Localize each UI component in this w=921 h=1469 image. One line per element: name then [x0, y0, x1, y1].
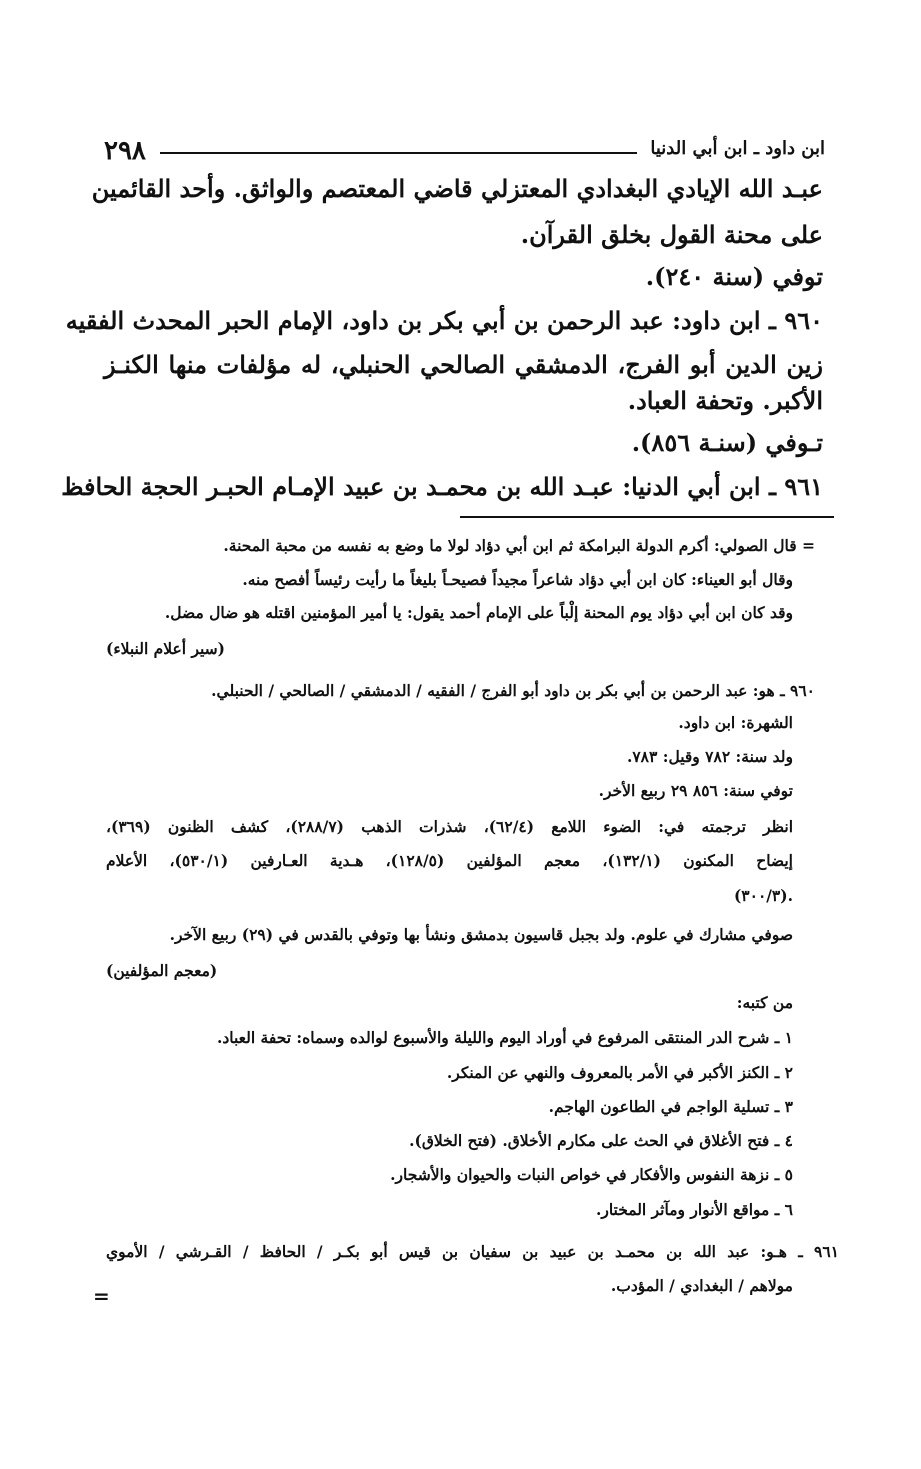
footnote-entry-960: ٩٦٠ ـ هو: عبد الرحمن بن أبي بكر بن داود أبو الفرج / الفقيه / الدمشقي / الصالحي / الحنبلي.: [211, 681, 815, 700]
main-text-line: زين الدين أبو الفرج، الدمشقي الصالحي الحنبلي، له مؤلفات منها الكنـز: [104, 350, 823, 379]
footnote-line: (٣٠٠/٣).: [733, 886, 793, 905]
main-text-line: تـوفي (سنـة ٨٥٦).: [631, 428, 823, 457]
header-rule: [160, 152, 637, 154]
entry-961-heading: ٩٦١ ـ ابن أبي الدنيا: عبـد الله بن محمـد بن عبيد الإمـام الحبـر الحجة الحافظ: [61, 472, 823, 501]
main-text-line: على محنة القول بخلق القرآن.: [520, 220, 823, 249]
footnote-line: وقال أبو العيناء: كان ابن أبي دؤاد شاعراً مجيداً فصيحـاً بليغاً ما رأيت رئيساً أفصح منه.: [242, 570, 793, 589]
book-list-item: ٤ ـ فتح الأغلاق في الحث على مكارم الأخلاق. (فتح الخلاق).: [409, 1131, 793, 1150]
footnote-line: صوفي مشارك في علوم. ولد بجبل قاسيون بدمشق ونشأ بها وتوفي بالقدس في (٢٩) ربيع الآخر.: [169, 925, 793, 944]
footnote-line: إيضاح المكنون (١٣٢/١)، معجم المؤلفين (١٢٨/٥)، هـدية العـارفين (٥٣٠/١)، الأعلام: [106, 851, 793, 870]
footnote-entry-961: ٩٦١ ـ هـو: عبد الله بن محمـد بن عبيد بن سفيان بن قيس أبو بكـر / الحافظ / القـرشي / الأموي: [106, 1242, 839, 1261]
footnote-separator: [460, 516, 834, 518]
book-list-item: ٢ ـ الكنز الأكبر في الأمر بالمعروف والنهي عن المنكر.: [446, 1063, 793, 1082]
running-title: ابن داود ـ ابن أبي الدنيا: [650, 138, 825, 159]
footnote-line: من كتبه:: [736, 993, 793, 1012]
footnote-line: مولاهم / البغدادي / المؤدب.: [610, 1276, 793, 1295]
footnote-line: توفي سنة: ٨٥٦ ٢٩ ربيع الأخر.: [598, 781, 793, 800]
footnote-line: وقد كان ابن أبي دؤاد يوم المحنة إلْباً على الإمام أحمد يقول: يا أمير المؤمنين اقتله هو ضال مضل.: [164, 603, 793, 622]
book-list-item: ١ ـ شرح الدر المنتقى المرفوع في أوراد اليوم والليلة والأسبوع لوالده وسماه: تحفة العباد.: [216, 1028, 793, 1047]
book-list-item: ٥ ـ نزهة النفوس والأفكار في خواص النبات والحيوان والأشجار.: [390, 1165, 793, 1184]
footnote-line: الشهرة: ابن داود.: [678, 713, 793, 732]
main-text-line: الأكبر. وتحفة العباد.: [627, 386, 823, 415]
continuation-mark: =: [93, 1284, 110, 1308]
entry-960-heading: ٩٦٠ ـ ابن داود: عبد الرحمن بن أبي بكر بن داود، الإمام الحبر المحدث الفقيه: [65, 306, 823, 335]
main-text-line: عبـد الله الإيادي البغدادي المعتزلي قاضي المعتصم والواثق. وأحد القائمين: [91, 174, 823, 203]
footnote-source: (معجم المؤلفين): [106, 961, 218, 980]
footnote-line: ولد سنة: ٧٨٢ وقيل: ٧٨٣.: [626, 747, 793, 766]
footnote-line: = قال الصولي: أكرم الدولة البرامكة ثم ابن أبي دؤاد لولا ما وضع به نفسه من محبة المحنة.: [223, 536, 815, 555]
page-number: ٢٩٨: [104, 136, 146, 166]
book-list-item: ٣ ـ تسلية الواجم في الطاعون الهاجم.: [548, 1097, 793, 1116]
footnote-source: (سير أعلام النبلاء): [106, 639, 225, 658]
main-text-line: توفي (سنة ٢٤٠).: [645, 262, 823, 291]
footnote-line: انظر ترجمته في: الضوء اللامع (٦٢/٤)، شذرات الذهب (٢٨٨/٧)، كشف الظنون (٣٦٩)،: [106, 817, 794, 836]
book-list-item: ٦ ـ مواقع الأنوار ومآثر المختار.: [595, 1200, 793, 1219]
